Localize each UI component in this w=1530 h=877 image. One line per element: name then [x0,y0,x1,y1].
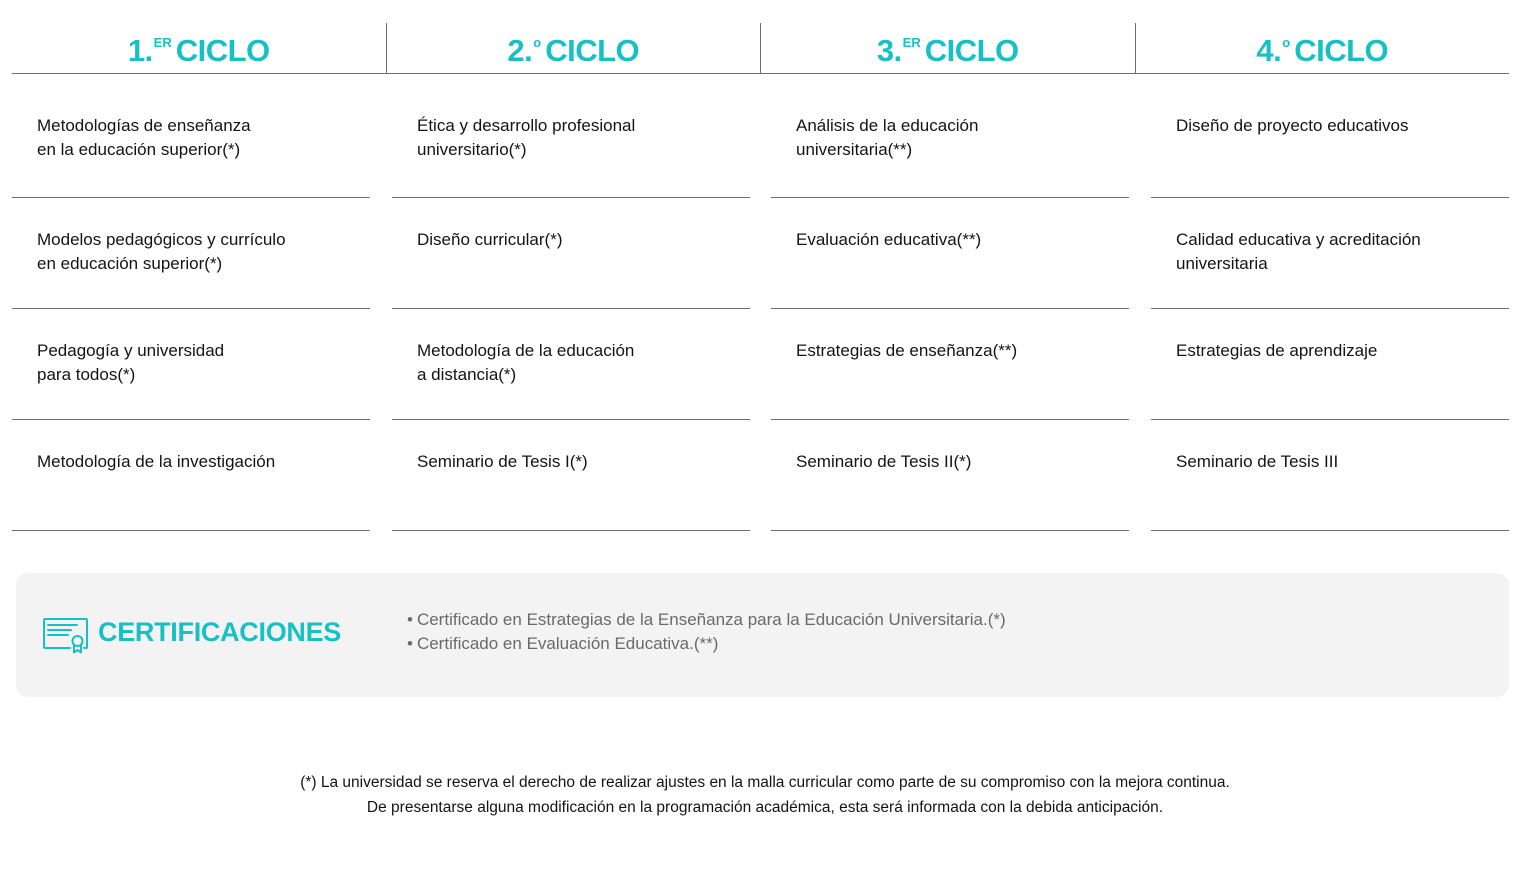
certificate-icon [42,617,89,654]
course-cell [1151,420,1509,531]
footnote-line: De presentarse alguna modificación en la programación académica, esta será informada con la debida anticipación. [366,799,1164,816]
course-cell [12,420,370,531]
cycle-title: 1.$^{ER}$ CICLO [127,32,270,68]
course-name: Estrategias de aprendizaje [1176,341,1378,360]
course-name: Evaluación educativa(**) [796,230,982,249]
certifications-title: CERTIFICACIONES [98,617,342,647]
course-cell [1151,86,1509,198]
cycle-4-courses [1151,86,1509,531]
course-name: Ética y desarrollo profesional universitario(*) [417,116,636,159]
footnote-line: (*) La universidad se reserva el derecho de realizar ajustes en la malla curricular como parte de su compromiso con la mejora continua. [300,774,1230,791]
cycle-title: 4.$^o$ CICLO [1256,32,1389,68]
certifications-box [16,573,1509,697]
cycle-header-row [12,23,1509,74]
course-name: Calidad educativa y acreditación universitaria [1176,230,1421,273]
cycle-header-2 [386,23,761,73]
course-name: Metodología de la educación a distancia(*) [417,341,635,384]
cycle-header-3 [760,23,1135,73]
cycle-header-1 [12,23,386,73]
course-cell [12,309,370,420]
cycle-title: 2.$^o$ CICLO [507,32,640,68]
course-cell [12,86,370,198]
certification-item: • Certificado en Evaluación Educativa.(**) [407,632,1006,656]
course-name: Metodologías de enseñanza en la educación superior(*) [37,116,251,159]
course-name: Seminario de Tesis III [1176,452,1339,471]
course-name: Estrategias de enseñanza(**) [796,341,1018,360]
course-name: Seminario de Tesis I(*) [417,452,588,471]
course-cell [771,420,1129,531]
course-cell [1151,309,1509,420]
course-name: Pedagogía y universidad para todos(*) [37,341,225,384]
course-cell [392,420,750,531]
cycle-2-courses [392,86,750,531]
course-name: Seminario de Tesis II(*) [796,452,972,471]
course-cell [1151,198,1509,309]
cycle-1-courses [12,86,370,531]
course-cell [392,198,750,309]
course-cell [771,198,1129,309]
cycle-3-courses [771,86,1129,531]
cycle-header-4 [1135,23,1510,73]
course-name: Análisis de la educación universitaria(**) [796,116,979,159]
course-cell [771,86,1129,198]
course-name: Modelos pedagógicos y currículo en educación superior(*) [37,230,286,273]
certification-item: • Certificado en Estrategias de la Enseñanza para la Educación Universitaria.(*) [407,608,1006,632]
course-name: Diseño curricular(*) [417,230,563,249]
cycle-title: 3.$^{ER}$ CICLO [876,32,1019,68]
course-name: Diseño de proyecto educativos [1176,116,1409,135]
footnote [0,770,1530,820]
course-cell [771,309,1129,420]
course-cell [12,198,370,309]
course-cell [392,309,750,420]
course-name: Metodología de la investigación [37,452,276,471]
certifications-list [407,608,1006,656]
course-cell [392,86,750,198]
